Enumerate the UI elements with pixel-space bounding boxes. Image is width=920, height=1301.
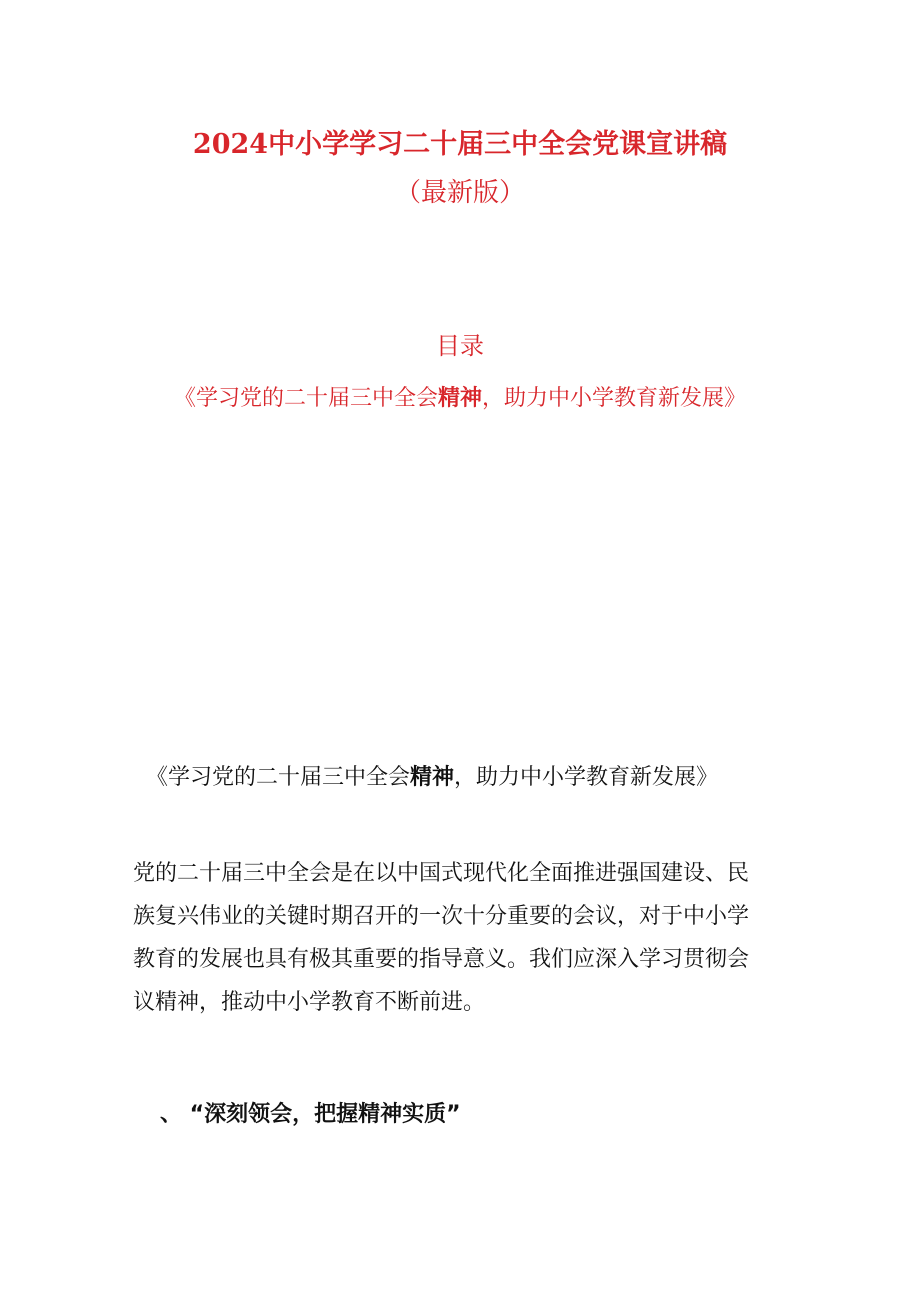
toc-item-bold: 精神 [437,386,482,411]
section-title-bold: 精神 [410,765,455,790]
toc-item-prefix: 《学习党的二十届三中全会 [173,386,438,411]
paragraph-line: 议精神，推动中小学教育不断前进。 [133,990,486,1015]
intro-paragraph [133,852,793,1024]
section-title [146,760,718,791]
paragraph-line: 教育的发展也具有极其重要的指导意义。我们应深入学习贯彻会 [133,947,750,972]
toc-heading: 目录 [436,332,484,360]
paragraph-line: 族复兴伟业的关键时期召开的一次十分重要的会议，对于中小学 [133,904,750,929]
document-title: 2024中小学学习二十届三中全会党课宣讲稿 [192,129,728,160]
document-subtitle: （最新版） [394,178,525,208]
toc-item-link[interactable] [0,381,920,412]
paragraph-line: 党的二十届三中全会是在以中国式现代化全面推进强国建设、民 [133,861,750,886]
section-title-prefix: 《学习党的二十届三中全会 [146,765,411,790]
subheading: 、 “深刻领会，把握精神实质” [160,1102,461,1127]
toc-item-suffix: ，助力中小学教育新发展》 [482,386,747,411]
section-title-suffix: ，助力中小学教育新发展》 [454,765,719,790]
